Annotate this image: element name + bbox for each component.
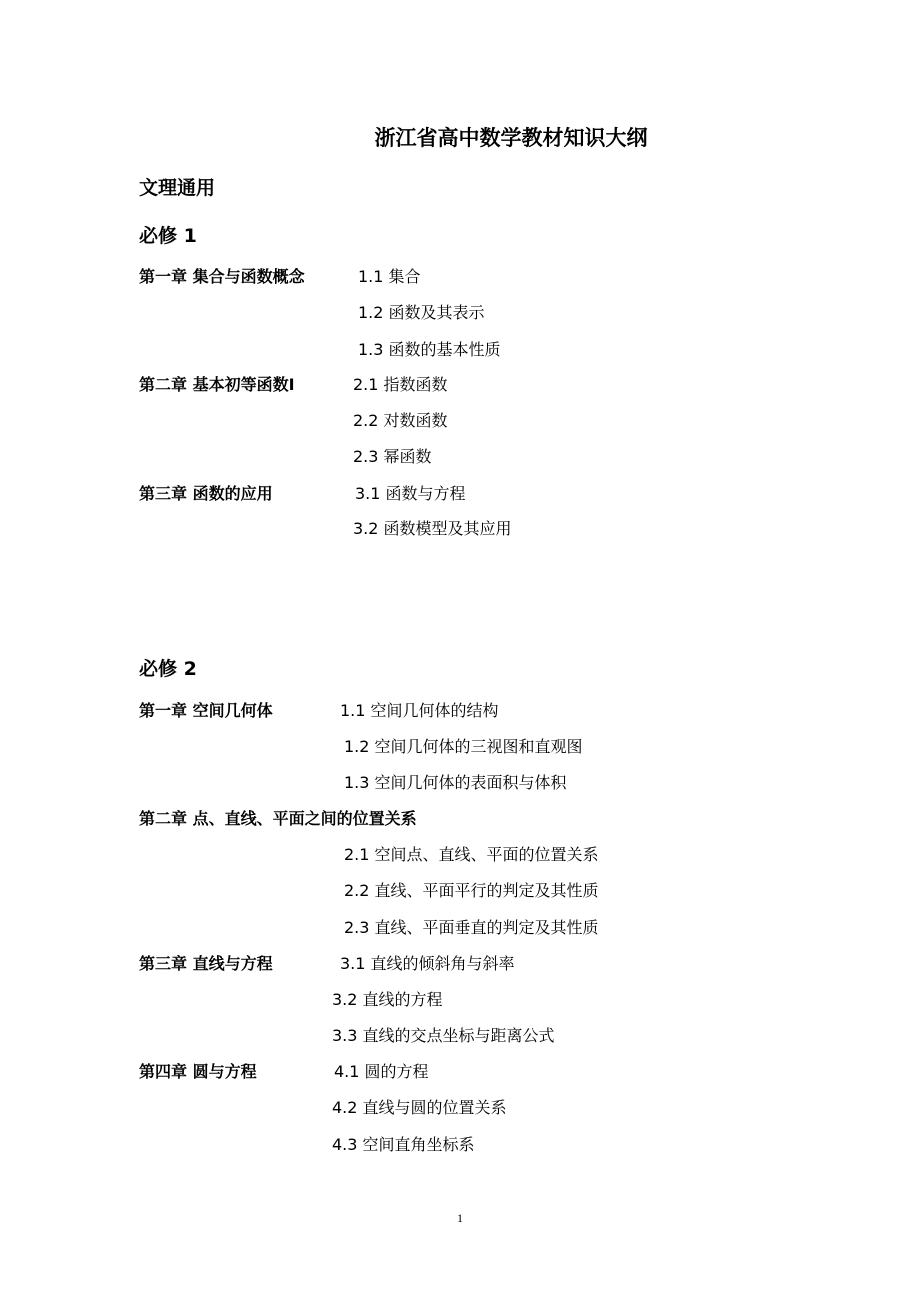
section-item: 4.3 空间直角坐标系	[332, 1135, 475, 1154]
chapter-heading: 第三章 函数的应用	[139, 484, 273, 503]
document-title: 浙江省高中数学教材知识大纲	[374, 126, 648, 150]
section-item: 1.2 空间几何体的三视图和直观图	[344, 737, 583, 756]
chapter-heading: 第三章 直线与方程	[139, 954, 273, 973]
chapter-heading: 第二章 点、直线、平面之间的位置关系	[139, 809, 417, 828]
section-item: 4.1 圆的方程	[334, 1062, 429, 1081]
section-item: 2.3 幂函数	[353, 447, 432, 466]
section-item: 2.2 对数函数	[353, 411, 448, 430]
section-item: 2.1 指数函数	[353, 375, 448, 394]
section-item: 3.2 直线的方程	[332, 990, 443, 1009]
chapter-heading: 第四章 圆与方程	[139, 1062, 257, 1081]
section-item: 3.1 直线的倾斜角与斜率	[340, 954, 515, 973]
section-item: 1.3 函数的基本性质	[358, 340, 501, 359]
section-item: 3.3 直线的交点坐标与距离公式	[332, 1026, 555, 1045]
chapter-heading: 第一章 空间几何体	[139, 701, 273, 720]
section-item: 3.1 函数与方程	[355, 484, 466, 503]
section-item: 3.2 函数模型及其应用	[353, 519, 512, 538]
module-heading: 必修 1	[139, 225, 197, 247]
section-item: 4.2 直线与圆的位置关系	[332, 1098, 507, 1117]
section-item: 1.1 空间几何体的结构	[340, 701, 499, 720]
section-item: 2.2 直线、平面平行的判定及其性质	[344, 881, 599, 900]
chapter-heading: 第一章 集合与函数概念	[139, 267, 305, 286]
page-number: 1	[457, 1211, 463, 1225]
chapter-heading: 第二章 基本初等函数Ⅰ	[139, 375, 295, 394]
section-item: 2.3 直线、平面垂直的判定及其性质	[344, 918, 599, 937]
section-item: 1.3 空间几何体的表面积与体积	[344, 773, 567, 792]
section-item: 1.1 集合	[358, 267, 421, 286]
subtitle: 文理通用	[139, 177, 216, 199]
module-heading: 必修 2	[139, 658, 197, 680]
section-item: 1.2 函数及其表示	[358, 303, 485, 322]
section-item: 2.1 空间点、直线、平面的位置关系	[344, 845, 599, 864]
